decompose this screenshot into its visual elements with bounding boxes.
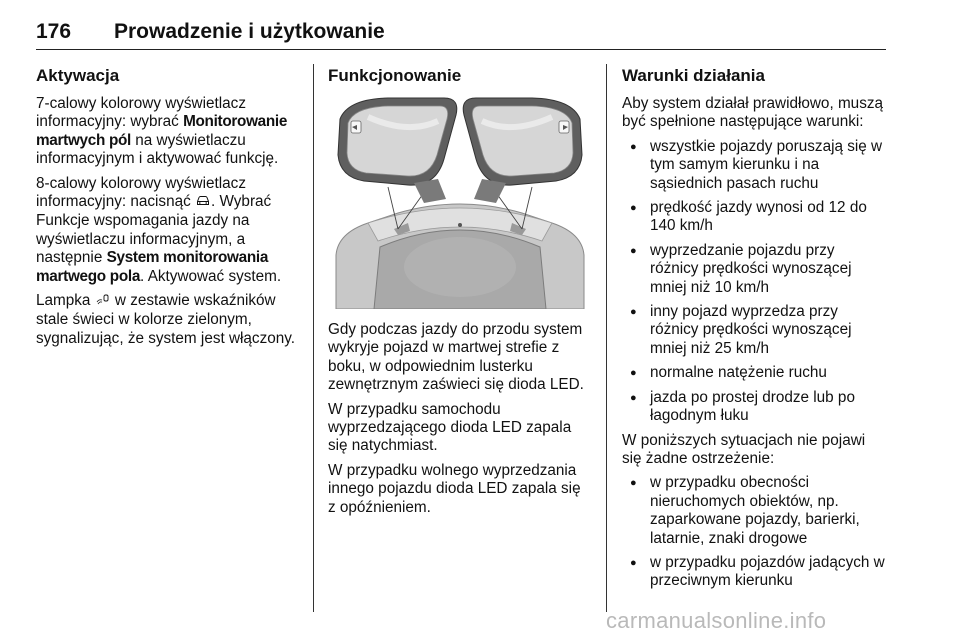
activation-paragraph-2 [36,175,300,286]
operation-paragraph-2: W przypadku samochodu wyprzedzającego dioda LED zapala się natychmiast. [328,400,572,455]
section-heading-conditions: Warunki działania [622,66,765,85]
column-divider-1 [313,64,314,612]
watermark: carmanualsonline.info [606,608,827,633]
car-symbol-icon [195,194,211,212]
list-item: ● wyprzedzanie pojazdu przy różnicy prędkości wynoszącej mniej niż 10 km/h [622,242,886,297]
no-warning-list [622,474,886,590]
text: Lampka [36,292,95,310]
list-item: ● normalne natężenie ruchu [622,364,886,382]
conditions-list [622,138,886,426]
conditions-intro: Aby system działał prawidłowo, muszą być spełnione następujące warunki: [622,95,883,131]
blind-spot-icon [95,293,111,311]
text: . Aktywować system. [140,267,282,285]
no-warning-intro: W poniższych sytuacjach nie pojawi się żadne ostrzeżenie: [622,431,866,467]
activation-paragraph-3 [36,292,300,348]
text: 7-calowy kolorowy wyświetlacz informacyjny: wybrać [36,95,246,131]
page-number: 176 [36,20,72,43]
list-item: ● jazda po prostej drodze lub po łagodnym łuku [622,389,886,426]
list-item: ● w przypadku pojazdów jadących w przeciwnym kierunku [622,554,886,591]
column-activation [36,64,300,354]
text: w zestawie wskaźników stale świeci w kolorze zielonym, sygnalizując, że system jest włączony. [36,292,296,347]
text: 8-calowy kolorowy wyświetlacz informacyjny: nacisnąć [36,174,246,211]
menu-term: Monitorowanie martwych pól [36,113,288,149]
text: . Wybrać Funkcje wspomagania jazdy na wyświetlaczu informacyjnym, a następnie [36,193,272,267]
operation-paragraph-1: Gdy podczas jazdy do przodu system wykryje pojazd w martwej strefie z boku, w odpowiednim lusterku zewnętrznym zaświeci się dioda LED. [328,321,584,394]
blind-spot-mirror-illustration [328,95,592,309]
column-conditions [622,64,886,597]
column-operation [328,64,592,523]
text: na wyświetlaczu informacyjnym i aktywować funkcję. [36,131,279,168]
page-header [36,20,888,50]
operation-paragraph-3: W przypadku wolnego wyprzedzania innego pojazdu dioda LED zapala się z opóźnieniem. [328,461,581,516]
page-title: Prowadzenie i użytkowanie [114,20,385,43]
list-item: ● w przypadku obecności nieruchomych obiektów, np. zaparkowane pojazdy, barierki, latarnie, znaki drogowe [622,474,886,548]
section-heading-operation: Funkcjonowanie [328,66,462,85]
section-heading-activation: Aktywacja [36,66,120,85]
list-item: ● inny pojazd wyprzedza przy różnicy prędkości wynoszącej mniej niż 25 km/h [622,303,886,358]
list-item: ● wszystkie pojazdy poruszają się w tym samym kierunku i na sąsiednich pasach ruchu [622,138,886,193]
activation-paragraph-1 [36,95,300,169]
header-rule [36,49,886,50]
list-item: ● prędkość jazdy wynosi od 12 do 140 km/h [622,199,886,236]
column-divider-2 [606,64,607,612]
menu-term: System monitorowania martwego pola [36,249,269,285]
